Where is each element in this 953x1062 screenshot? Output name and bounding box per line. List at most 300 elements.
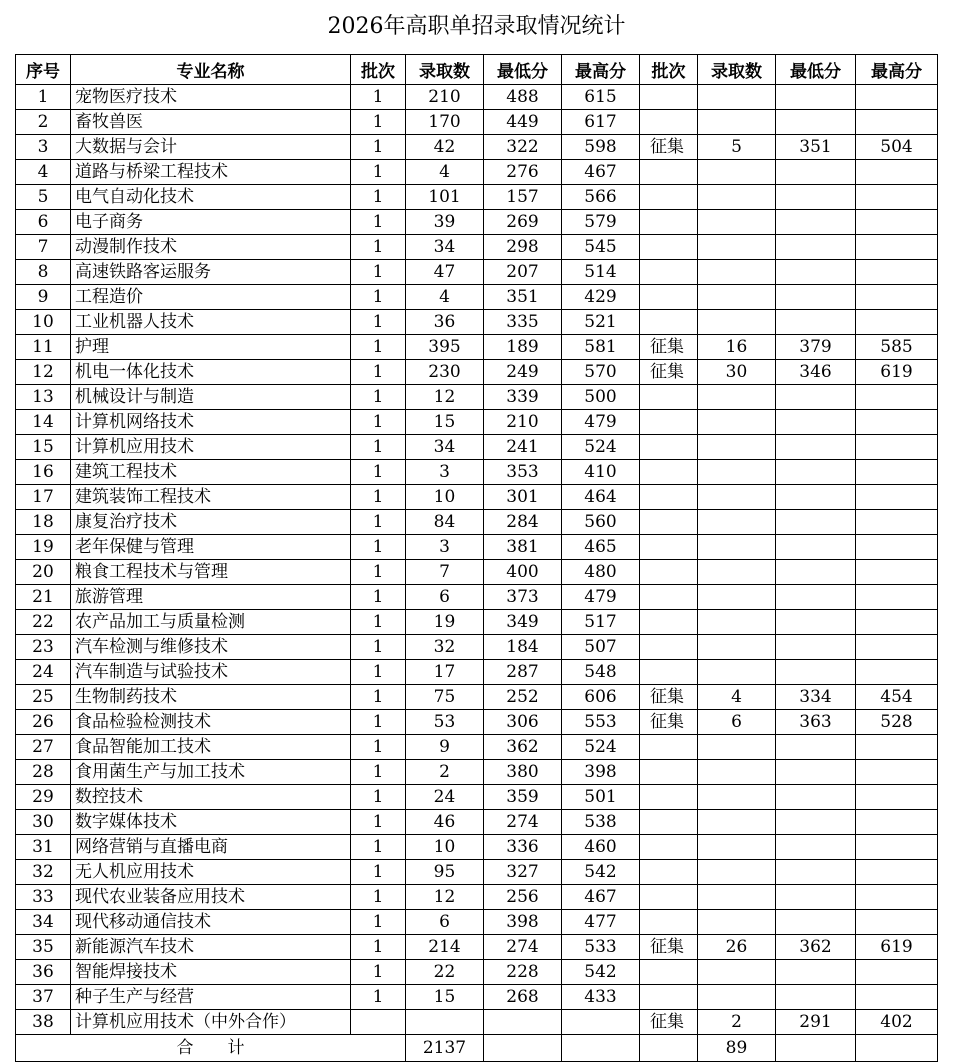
cell-admitted-1: 19 — [406, 610, 484, 635]
cell-batch-1: 1 — [351, 735, 406, 760]
table-row — [16, 585, 938, 610]
cell-max-score-2: 402 — [856, 1010, 938, 1035]
table-row — [16, 510, 938, 535]
cell-major-name: 康复治疗技术 — [71, 510, 351, 535]
cell-admitted-1: 3 — [406, 460, 484, 485]
cell-min-score-2: 351 — [776, 135, 856, 160]
cell-min-score-2 — [776, 460, 856, 485]
table-row — [16, 285, 938, 310]
cell-admitted-2 — [698, 835, 776, 860]
cell-admitted-2 — [698, 785, 776, 810]
cell-min-score-2 — [776, 960, 856, 985]
cell-batch-1: 1 — [351, 160, 406, 185]
header-major-name: 专业名称 — [71, 55, 351, 85]
cell-min-score-2: 379 — [776, 335, 856, 360]
cell-admitted-1: 395 — [406, 335, 484, 360]
table-row — [16, 385, 938, 410]
cell-major-name: 电气自动化技术 — [71, 185, 351, 210]
cell-major-name: 建筑装饰工程技术 — [71, 485, 351, 510]
table-row — [16, 910, 938, 935]
cell-admitted-1: 3 — [406, 535, 484, 560]
cell-admitted-1: 7 — [406, 560, 484, 585]
cell-batch-2: 征集 — [640, 360, 698, 385]
cell-min-score-2: 334 — [776, 685, 856, 710]
cell-max-score-2 — [856, 310, 938, 335]
cell-min-score-2 — [776, 285, 856, 310]
cell-batch-1: 1 — [351, 485, 406, 510]
table-row — [16, 960, 938, 985]
cell-no: 33 — [16, 885, 71, 910]
cell-batch-2 — [640, 235, 698, 260]
cell-batch-1: 1 — [351, 360, 406, 385]
cell-batch-2 — [640, 735, 698, 760]
cell-min-score-1: 380 — [484, 760, 562, 785]
cell-admitted-1: 22 — [406, 960, 484, 985]
cell-admitted-2 — [698, 160, 776, 185]
cell-min-score-1: 276 — [484, 160, 562, 185]
cell-no: 12 — [16, 360, 71, 385]
cell-max-score-1: 579 — [562, 210, 640, 235]
table-row — [16, 610, 938, 635]
total-label: 合 计 — [16, 1035, 406, 1062]
cell-batch-2 — [640, 610, 698, 635]
cell-batch-2 — [640, 110, 698, 135]
cell-admitted-1: 32 — [406, 635, 484, 660]
cell-no: 28 — [16, 760, 71, 785]
table-row — [16, 885, 938, 910]
cell-max-score-1: 467 — [562, 160, 640, 185]
cell-min-score-2 — [776, 810, 856, 835]
cell-no: 29 — [16, 785, 71, 810]
cell-max-score-1: 480 — [562, 560, 640, 585]
table-row — [16, 535, 938, 560]
cell-min-score-2: 362 — [776, 935, 856, 960]
cell-admitted-2: 5 — [698, 135, 776, 160]
cell-admitted-2 — [698, 810, 776, 835]
cell-max-score-2 — [856, 810, 938, 835]
cell-admitted-2 — [698, 410, 776, 435]
cell-batch-2 — [640, 810, 698, 835]
cell-batch-2 — [640, 460, 698, 485]
cell-admitted-2 — [698, 85, 776, 110]
cell-no: 5 — [16, 185, 71, 210]
cell-max-score-2 — [856, 635, 938, 660]
cell-batch-1: 1 — [351, 810, 406, 835]
cell-min-score-1: 339 — [484, 385, 562, 410]
cell-batch-2 — [640, 285, 698, 310]
cell-no: 31 — [16, 835, 71, 860]
cell-max-score-1: 433 — [562, 985, 640, 1010]
cell-batch-1: 1 — [351, 935, 406, 960]
cell-batch-2 — [640, 185, 698, 210]
cell-major-name: 计算机应用技术（中外合作） — [71, 1010, 351, 1035]
cell-admitted-1: 230 — [406, 360, 484, 385]
cell-min-score-1: 241 — [484, 435, 562, 460]
cell-admitted-1: 15 — [406, 985, 484, 1010]
table-row — [16, 560, 938, 585]
cell-major-name: 计算机网络技术 — [71, 410, 351, 435]
cell-admitted-2 — [698, 985, 776, 1010]
cell-batch-2 — [640, 435, 698, 460]
cell-max-score-2 — [856, 985, 938, 1010]
table-row — [16, 335, 938, 360]
cell-major-name: 道路与桥梁工程技术 — [71, 160, 351, 185]
table-row — [16, 660, 938, 685]
cell-min-score-2 — [776, 435, 856, 460]
cell-min-score-2 — [776, 510, 856, 535]
table-row — [16, 860, 938, 885]
total-empty-cell — [640, 1035, 698, 1062]
cell-batch-1: 1 — [351, 335, 406, 360]
cell-min-score-2 — [776, 185, 856, 210]
cell-max-score-2 — [856, 560, 938, 585]
table-row — [16, 85, 938, 110]
cell-min-score-2 — [776, 160, 856, 185]
cell-batch-2 — [640, 760, 698, 785]
cell-max-score-2: 504 — [856, 135, 938, 160]
cell-batch-1: 1 — [351, 560, 406, 585]
cell-min-score-1: 298 — [484, 235, 562, 260]
cell-no: 13 — [16, 385, 71, 410]
table-row — [16, 685, 938, 710]
cell-major-name: 智能焊接技术 — [71, 960, 351, 985]
cell-major-name: 工业机器人技术 — [71, 310, 351, 335]
cell-min-score-2 — [776, 110, 856, 135]
cell-max-score-1: 465 — [562, 535, 640, 560]
cell-no: 27 — [16, 735, 71, 760]
cell-max-score-2: 528 — [856, 710, 938, 735]
cell-min-score-1: 157 — [484, 185, 562, 210]
table-row — [16, 485, 938, 510]
cell-min-score-1: 373 — [484, 585, 562, 610]
cell-max-score-1: 460 — [562, 835, 640, 860]
cell-batch-2 — [640, 535, 698, 560]
cell-max-score-2 — [856, 285, 938, 310]
cell-batch-2 — [640, 585, 698, 610]
table-row — [16, 310, 938, 335]
cell-max-score-1: 548 — [562, 660, 640, 685]
cell-no: 37 — [16, 985, 71, 1010]
cell-batch-2 — [640, 260, 698, 285]
cell-min-score-2 — [776, 385, 856, 410]
cell-min-score-1: 353 — [484, 460, 562, 485]
table-row — [16, 785, 938, 810]
cell-admitted-1: 95 — [406, 860, 484, 885]
cell-admitted-1: 17 — [406, 660, 484, 685]
cell-min-score-1: 252 — [484, 685, 562, 710]
cell-batch-1: 1 — [351, 760, 406, 785]
cell-no: 4 — [16, 160, 71, 185]
cell-batch-1: 1 — [351, 210, 406, 235]
cell-admitted-1: 210 — [406, 85, 484, 110]
cell-max-score-2 — [856, 460, 938, 485]
cell-admitted-1: 170 — [406, 110, 484, 135]
cell-min-score-1: 210 — [484, 410, 562, 435]
cell-no: 24 — [16, 660, 71, 685]
cell-admitted-2 — [698, 260, 776, 285]
cell-min-score-1: 359 — [484, 785, 562, 810]
cell-admitted-1: 4 — [406, 285, 484, 310]
cell-min-score-1: 207 — [484, 260, 562, 285]
cell-admitted-1: 10 — [406, 485, 484, 510]
cell-min-score-1: 400 — [484, 560, 562, 585]
cell-max-score-2 — [856, 660, 938, 685]
cell-no: 17 — [16, 485, 71, 510]
cell-admitted-1: 34 — [406, 235, 484, 260]
cell-batch-2: 征集 — [640, 335, 698, 360]
cell-min-score-2 — [776, 985, 856, 1010]
cell-max-score-1: 606 — [562, 685, 640, 710]
cell-max-score-1 — [562, 1010, 640, 1035]
table-row — [16, 260, 938, 285]
table-row — [16, 110, 938, 135]
cell-no: 7 — [16, 235, 71, 260]
cell-batch-1: 1 — [351, 110, 406, 135]
cell-admitted-2 — [698, 760, 776, 785]
cell-min-score-2 — [776, 535, 856, 560]
cell-min-score-2 — [776, 660, 856, 685]
cell-admitted-2: 2 — [698, 1010, 776, 1035]
cell-max-score-2 — [856, 785, 938, 810]
cell-max-score-2: 619 — [856, 935, 938, 960]
header-row — [16, 55, 938, 85]
header-max-score-1: 最高分 — [562, 55, 640, 85]
cell-min-score-2 — [776, 910, 856, 935]
cell-no: 1 — [16, 85, 71, 110]
cell-admitted-2 — [698, 210, 776, 235]
cell-major-name: 数字媒体技术 — [71, 810, 351, 835]
cell-no: 36 — [16, 960, 71, 985]
cell-major-name: 护理 — [71, 335, 351, 360]
cell-admitted-2 — [698, 310, 776, 335]
cell-max-score-1: 501 — [562, 785, 640, 810]
cell-max-score-2: 585 — [856, 335, 938, 360]
table-row — [16, 735, 938, 760]
cell-batch-2 — [640, 885, 698, 910]
cell-max-score-1: 479 — [562, 585, 640, 610]
cell-admitted-1: 101 — [406, 185, 484, 210]
cell-admitted-1 — [406, 1010, 484, 1035]
cell-max-score-2: 454 — [856, 685, 938, 710]
cell-major-name: 机械设计与制造 — [71, 385, 351, 410]
cell-batch-1: 1 — [351, 585, 406, 610]
cell-admitted-2 — [698, 460, 776, 485]
cell-major-name: 新能源汽车技术 — [71, 935, 351, 960]
cell-min-score-2 — [776, 860, 856, 885]
cell-batch-1: 1 — [351, 310, 406, 335]
cell-min-score-1: 488 — [484, 85, 562, 110]
cell-major-name: 工程造价 — [71, 285, 351, 310]
cell-batch-2: 征集 — [640, 935, 698, 960]
cell-admitted-1: 24 — [406, 785, 484, 810]
cell-major-name: 数控技术 — [71, 785, 351, 810]
cell-max-score-1: 410 — [562, 460, 640, 485]
cell-max-score-1: 524 — [562, 435, 640, 460]
table-row — [16, 160, 938, 185]
cell-admitted-1: 36 — [406, 310, 484, 335]
cell-batch-1: 1 — [351, 685, 406, 710]
table-row — [16, 760, 938, 785]
cell-max-score-1: 514 — [562, 260, 640, 285]
cell-no: 25 — [16, 685, 71, 710]
cell-major-name: 计算机应用技术 — [71, 435, 351, 460]
cell-admitted-2 — [698, 960, 776, 985]
cell-batch-2 — [640, 210, 698, 235]
total-empty-cell — [562, 1035, 640, 1062]
cell-admitted-2: 16 — [698, 335, 776, 360]
cell-admitted-2 — [698, 910, 776, 935]
total-row — [16, 1035, 938, 1062]
cell-major-name: 食品检验检测技术 — [71, 710, 351, 735]
cell-batch-2 — [640, 385, 698, 410]
cell-max-score-1: 467 — [562, 885, 640, 910]
cell-max-score-1: 570 — [562, 360, 640, 385]
cell-max-score-2: 619 — [856, 360, 938, 385]
cell-major-name: 生物制药技术 — [71, 685, 351, 710]
cell-min-score-2 — [776, 235, 856, 260]
cell-batch-2: 征集 — [640, 685, 698, 710]
cell-min-score-2 — [776, 260, 856, 285]
cell-max-score-2 — [856, 585, 938, 610]
cell-min-score-2: 346 — [776, 360, 856, 385]
cell-max-score-1: 581 — [562, 335, 640, 360]
cell-batch-1: 1 — [351, 785, 406, 810]
cell-max-score-1: 542 — [562, 960, 640, 985]
cell-min-score-2: 291 — [776, 1010, 856, 1035]
cell-batch-1 — [351, 1010, 406, 1035]
total-empty-cell — [856, 1035, 938, 1062]
cell-batch-2: 征集 — [640, 710, 698, 735]
cell-admitted-1: 12 — [406, 885, 484, 910]
cell-major-name: 建筑工程技术 — [71, 460, 351, 485]
cell-min-score-1: 274 — [484, 935, 562, 960]
cell-admitted-1: 84 — [406, 510, 484, 535]
cell-max-score-1: 521 — [562, 310, 640, 335]
cell-batch-1: 1 — [351, 910, 406, 935]
cell-admitted-1: 214 — [406, 935, 484, 960]
cell-max-score-2 — [856, 885, 938, 910]
cell-admitted-2 — [698, 860, 776, 885]
cell-admitted-2: 26 — [698, 935, 776, 960]
cell-min-score-1: 349 — [484, 610, 562, 635]
cell-min-score-1: 274 — [484, 810, 562, 835]
cell-max-score-2 — [856, 960, 938, 985]
cell-batch-2 — [640, 510, 698, 535]
cell-no: 14 — [16, 410, 71, 435]
cell-batch-2 — [640, 310, 698, 335]
cell-min-score-1: 256 — [484, 885, 562, 910]
cell-min-score-2 — [776, 560, 856, 585]
cell-min-score-1: 287 — [484, 660, 562, 685]
table-row — [16, 810, 938, 835]
cell-admitted-1: 15 — [406, 410, 484, 435]
total-admitted-1: 2137 — [406, 1035, 484, 1062]
cell-major-name: 动漫制作技术 — [71, 235, 351, 260]
cell-max-score-1: 598 — [562, 135, 640, 160]
header-batch-2: 批次 — [640, 55, 698, 85]
cell-no: 11 — [16, 335, 71, 360]
cell-no: 19 — [16, 535, 71, 560]
table-row — [16, 410, 938, 435]
cell-max-score-1: 617 — [562, 110, 640, 135]
cell-min-score-2 — [776, 610, 856, 635]
cell-no: 3 — [16, 135, 71, 160]
cell-max-score-2 — [856, 410, 938, 435]
cell-min-score-2 — [776, 410, 856, 435]
cell-min-score-1: 327 — [484, 860, 562, 885]
cell-min-score-2: 363 — [776, 710, 856, 735]
cell-max-score-1: 566 — [562, 185, 640, 210]
table-row — [16, 1010, 938, 1035]
cell-max-score-2 — [856, 610, 938, 635]
table-row — [16, 635, 938, 660]
cell-min-score-1: 228 — [484, 960, 562, 985]
cell-batch-1: 1 — [351, 460, 406, 485]
cell-max-score-2 — [856, 435, 938, 460]
cell-major-name: 宠物医疗技术 — [71, 85, 351, 110]
cell-min-score-1: 184 — [484, 635, 562, 660]
header-min-score-1: 最低分 — [484, 55, 562, 85]
cell-min-score-1: 301 — [484, 485, 562, 510]
cell-batch-1: 1 — [351, 635, 406, 660]
cell-admitted-2 — [698, 510, 776, 535]
cell-batch-1: 1 — [351, 85, 406, 110]
cell-max-score-2 — [856, 760, 938, 785]
cell-min-score-1: 306 — [484, 710, 562, 735]
cell-batch-1: 1 — [351, 660, 406, 685]
cell-major-name: 农产品加工与质量检测 — [71, 610, 351, 635]
cell-major-name: 汽车制造与试验技术 — [71, 660, 351, 685]
cell-max-score-1: 477 — [562, 910, 640, 935]
cell-batch-2: 征集 — [640, 135, 698, 160]
cell-major-name: 汽车检测与维修技术 — [71, 635, 351, 660]
cell-min-score-2 — [776, 885, 856, 910]
cell-max-score-2 — [856, 485, 938, 510]
cell-major-name: 旅游管理 — [71, 585, 351, 610]
cell-max-score-1: 615 — [562, 85, 640, 110]
cell-admitted-1: 42 — [406, 135, 484, 160]
cell-max-score-1: 545 — [562, 235, 640, 260]
cell-admitted-2 — [698, 535, 776, 560]
cell-admitted-1: 12 — [406, 385, 484, 410]
total-empty-cell — [484, 1035, 562, 1062]
cell-admitted-1: 9 — [406, 735, 484, 760]
cell-batch-2 — [640, 635, 698, 660]
cell-no: 9 — [16, 285, 71, 310]
cell-min-score-1: 381 — [484, 535, 562, 560]
cell-min-score-1: 249 — [484, 360, 562, 385]
header-max-score-2: 最高分 — [856, 55, 938, 85]
table-row — [16, 835, 938, 860]
cell-no: 18 — [16, 510, 71, 535]
cell-major-name: 无人机应用技术 — [71, 860, 351, 885]
cell-major-name: 大数据与会计 — [71, 135, 351, 160]
cell-no: 38 — [16, 1010, 71, 1035]
header-min-score-2: 最低分 — [776, 55, 856, 85]
table-row — [16, 435, 938, 460]
cell-batch-1: 1 — [351, 235, 406, 260]
cell-admitted-2 — [698, 560, 776, 585]
cell-major-name: 食用菌生产与加工技术 — [71, 760, 351, 785]
cell-min-score-1: 336 — [484, 835, 562, 860]
cell-min-score-2 — [776, 835, 856, 860]
cell-min-score-1: 351 — [484, 285, 562, 310]
table-row — [16, 135, 938, 160]
cell-no: 8 — [16, 260, 71, 285]
cell-admitted-2 — [698, 435, 776, 460]
cell-batch-2 — [640, 860, 698, 885]
cell-max-score-1: 524 — [562, 735, 640, 760]
